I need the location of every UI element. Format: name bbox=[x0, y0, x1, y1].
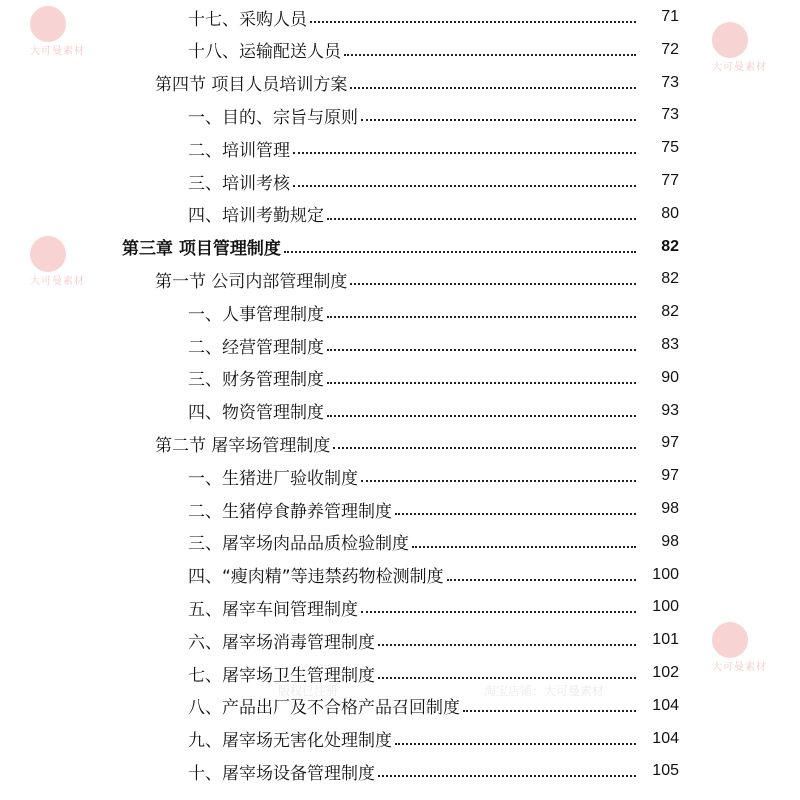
toc-item[interactable] bbox=[0, 99, 800, 131]
dot-leader bbox=[361, 611, 636, 613]
dot-leader bbox=[412, 546, 636, 548]
toc-item[interactable] bbox=[0, 165, 800, 197]
toc-page-number: 82 bbox=[661, 270, 679, 288]
toc-entry-title: 二、生猪停食静养管理制度 bbox=[188, 501, 392, 522]
toc-entry-title: 一、人事管理制度 bbox=[188, 304, 324, 325]
toc-item[interactable] bbox=[0, 559, 800, 591]
toc-entry-title: 一、生猪进厂验收制度 bbox=[188, 468, 358, 489]
dot-leader bbox=[327, 382, 636, 384]
toc-entry-title: 三、培训考核 bbox=[188, 173, 290, 194]
toc-item[interactable] bbox=[0, 132, 800, 164]
dot-leader bbox=[350, 283, 636, 285]
toc-item[interactable] bbox=[0, 657, 800, 689]
toc-page-number: 100 bbox=[652, 598, 679, 616]
toc-page-number: 77 bbox=[661, 172, 679, 189]
toc-item[interactable] bbox=[0, 395, 800, 427]
toc-item[interactable] bbox=[0, 1, 800, 33]
toc-page-number: 73 bbox=[661, 73, 679, 91]
toc-item[interactable] bbox=[0, 624, 800, 656]
dot-leader bbox=[333, 447, 636, 449]
toc-entry-title: 第二节 屠宰场管理制度 bbox=[155, 435, 331, 456]
toc-item[interactable] bbox=[0, 460, 800, 492]
dot-leader bbox=[378, 775, 636, 777]
toc-entry-title: 二、经营管理制度 bbox=[188, 337, 324, 358]
toc-entry-title: 四、物资管理制度 bbox=[188, 403, 324, 424]
toc-page-number: 71 bbox=[661, 8, 679, 25]
dot-leader bbox=[344, 54, 636, 56]
toc-item[interactable] bbox=[0, 34, 800, 66]
toc-page-number: 82 bbox=[661, 303, 679, 321]
toc-item[interactable] bbox=[0, 493, 800, 525]
dot-leader bbox=[361, 119, 636, 121]
toc-chapter[interactable] bbox=[0, 231, 800, 263]
toc-entry-title: 十八、运输配送人员 bbox=[188, 42, 341, 63]
watermark-brand: 大可曼素材 bbox=[712, 62, 767, 73]
toc-page-number: 100 bbox=[652, 565, 679, 583]
watermark-notice-text: 版权已注册 bbox=[278, 684, 339, 698]
dot-leader bbox=[395, 513, 636, 515]
dot-leader bbox=[310, 21, 636, 23]
toc-page-number: 75 bbox=[661, 139, 679, 157]
toc-page-number: 101 bbox=[652, 631, 679, 649]
toc-entry-title: 四、培训考勤规定 bbox=[188, 206, 324, 227]
toc-page-number: 97 bbox=[661, 434, 679, 452]
toc-page-number: 98 bbox=[661, 532, 679, 550]
toc-item[interactable] bbox=[0, 690, 800, 722]
toc-section[interactable] bbox=[0, 67, 800, 99]
dot-leader bbox=[327, 349, 636, 351]
toc-item[interactable] bbox=[0, 755, 800, 787]
watermark-brand: 大可曼素材 bbox=[30, 276, 85, 287]
toc-entry-title: 第四节 项目人员培训方案 bbox=[155, 75, 348, 96]
watermark-brand: 大可曼素材 bbox=[30, 46, 85, 57]
dot-leader bbox=[378, 677, 636, 679]
dot-leader bbox=[378, 644, 636, 646]
toc-section[interactable] bbox=[0, 263, 800, 295]
dot-leader bbox=[361, 480, 636, 482]
toc-page-number: 104 bbox=[652, 696, 679, 714]
toc-page-number: 93 bbox=[661, 401, 679, 419]
dot-leader bbox=[447, 579, 636, 581]
toc-entry-title: 八、产品出厂及不合格产品召回制度 bbox=[188, 698, 460, 719]
dot-leader bbox=[395, 743, 636, 745]
toc-entry-title: 六、屠宰场消毒管理制度 bbox=[188, 632, 375, 653]
toc-item[interactable] bbox=[0, 723, 800, 755]
dot-leader bbox=[350, 87, 636, 89]
toc-entry-title: 十、屠宰场设备管理制度 bbox=[188, 763, 375, 784]
toc-entry-title: 第一节 公司内部管理制度 bbox=[155, 271, 348, 292]
watermark-shop-text: 淘宝店铺：大可曼素材 bbox=[484, 684, 605, 698]
toc-page-number: 73 bbox=[661, 106, 679, 124]
toc-entry-title: 九、屠宰场无害化处理制度 bbox=[188, 731, 392, 752]
dot-leader bbox=[293, 152, 636, 154]
toc-page-number: 90 bbox=[661, 368, 679, 386]
dot-leader bbox=[284, 251, 636, 253]
toc-entry-title: 四、“瘦肉精”等违禁药物检测制度 bbox=[188, 567, 444, 588]
toc-item[interactable] bbox=[0, 591, 800, 623]
dot-leader bbox=[463, 710, 636, 712]
toc-item[interactable] bbox=[0, 198, 800, 230]
watermark-brand: 大可曼素材 bbox=[712, 662, 767, 673]
toc-entry-title: 七、屠宰场卫生管理制度 bbox=[188, 665, 375, 686]
dot-leader bbox=[293, 185, 636, 187]
toc-page-number: 98 bbox=[661, 500, 679, 517]
toc-page-number: 83 bbox=[661, 336, 679, 353]
toc-entry-title: 三、屠宰场肉品品质检验制度 bbox=[188, 534, 409, 555]
toc-page-number: 105 bbox=[652, 762, 679, 780]
dot-leader bbox=[327, 415, 636, 417]
toc-entry-title: 二、培训管理 bbox=[188, 140, 290, 161]
dot-leader bbox=[327, 218, 636, 220]
toc-entry-title: 一、目的、宗旨与原则 bbox=[188, 107, 358, 128]
toc-page-number: 104 bbox=[652, 729, 679, 747]
toc-page-number: 82 bbox=[661, 237, 679, 255]
toc-item[interactable] bbox=[0, 296, 800, 328]
toc-item[interactable] bbox=[0, 329, 800, 361]
dot-leader bbox=[327, 316, 636, 318]
toc-page-number: 72 bbox=[661, 40, 679, 58]
toc-entry-title: 第三章 项目管理制度 bbox=[122, 239, 281, 260]
toc-page-number: 102 bbox=[652, 664, 679, 681]
toc-entry-title: 五、屠宰车间管理制度 bbox=[188, 599, 358, 620]
toc-page-number: 97 bbox=[661, 467, 679, 485]
toc-entry-title: 三、财务管理制度 bbox=[188, 370, 324, 391]
toc-entry-title: 十七、采购人员 bbox=[188, 9, 307, 30]
toc-item[interactable] bbox=[0, 362, 800, 394]
toc-page-number: 80 bbox=[661, 204, 679, 222]
toc-section[interactable] bbox=[0, 427, 800, 459]
toc-item[interactable] bbox=[0, 526, 800, 558]
